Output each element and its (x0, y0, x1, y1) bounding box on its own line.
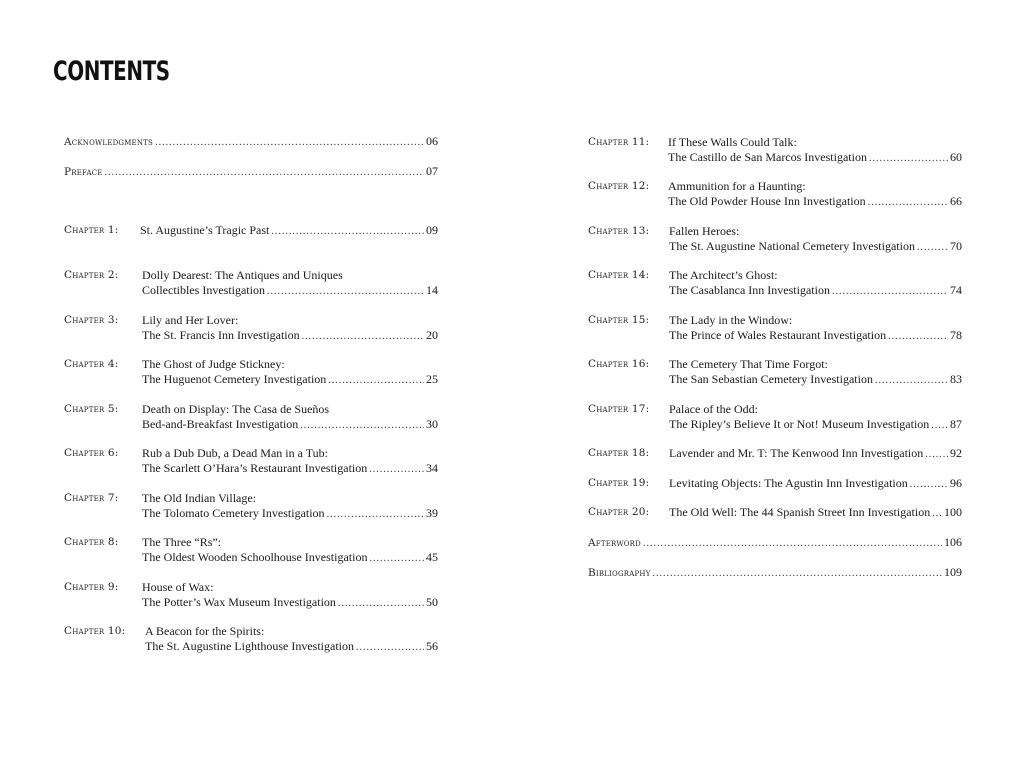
chapter-tag: Chapter 18: (588, 447, 650, 459)
leader-dots (369, 551, 424, 566)
page-number: 07 (426, 164, 438, 178)
chapter-title: The Architect’s Ghost: (669, 268, 778, 282)
toc-entry-acknowledgments[interactable] (64, 134, 438, 150)
page-number: 50 (426, 595, 438, 609)
chapter-subtitle: The Tolomato Cemetery Investigation (142, 506, 325, 520)
page-number: 45 (426, 550, 438, 564)
page-number: 30 (426, 417, 438, 431)
page-number: 56 (426, 639, 438, 653)
leader-dots (910, 477, 948, 492)
page-number: 78 (950, 328, 962, 342)
chapter-subtitle: The St. Augustine National Cemetery Investigation (669, 239, 915, 253)
chapter-title: Lavender and Mr. T: The Kenwood Inn Investigation (669, 446, 924, 460)
chapter-tag: Chapter 5: (64, 403, 119, 415)
leader-dots (327, 507, 424, 522)
chapter-tag: Chapter 13: (588, 225, 650, 237)
chapter-title: St. Augustine’s Tragic Past (140, 223, 270, 237)
chapter-title: The Ghost of Judge Stickney: (142, 357, 285, 371)
chapter-title: Fallen Heroes: (669, 224, 740, 238)
page-number: 06 (426, 134, 438, 148)
page-number: 74 (950, 283, 962, 297)
chapter-subtitle: The Castillo de San Marcos Investigation (668, 150, 867, 164)
leader-dots (302, 329, 424, 344)
leader-dots (643, 536, 942, 551)
chapter-tag: Chapter 8: (64, 536, 119, 548)
chapter-tag: Chapter 12: (588, 180, 650, 192)
chapter-title: Death on Display: The Casa de Sueños (142, 402, 330, 416)
toc-entry-afterword[interactable] (588, 535, 962, 551)
chapter-subtitle: The Huguenot Cemetery Investigation (142, 372, 327, 386)
page-number: 106 (944, 535, 962, 549)
chapter-subtitle: The Prince of Wales Restaurant Investigation (669, 328, 887, 342)
chapter-subtitle: The St. Augustine Lighthouse Investigation (145, 639, 354, 653)
chapter-subtitle: The Potter’s Wax Museum Investigation (142, 595, 336, 609)
chapter-tag: Chapter 17: (588, 403, 650, 415)
chapter-tag: Chapter 20: (588, 506, 650, 518)
leader-dots (271, 224, 424, 239)
chapter-title: The Three “Rs”: (142, 535, 222, 549)
chapter-subtitle: Collectibles Investigation (142, 283, 265, 297)
entry-label: Acknowledgments (64, 136, 154, 148)
page-number: 09 (426, 223, 438, 237)
leader-dots (267, 284, 424, 299)
entry-label: Preface (64, 166, 103, 178)
chapter-subtitle: The St. Francis Inn Investigation (142, 328, 300, 342)
page-number: 20 (426, 328, 438, 342)
chapter-tag: Chapter 19: (588, 477, 650, 489)
page-number: 14 (426, 283, 438, 297)
leader-dots (917, 240, 948, 255)
leader-dots (338, 596, 424, 611)
chapter-title: The Old Well: The 44 Spanish Street Inn Investigation (669, 505, 931, 519)
chapter-subtitle: Bed-and-Breakfast Investigation (142, 417, 299, 431)
leader-dots (328, 373, 424, 388)
page-number: 70 (950, 239, 962, 253)
chapter-title: The Lady in the Window: (669, 313, 793, 327)
page-number: 87 (950, 417, 962, 431)
chapter-subtitle: The Casablanca Inn Investigation (669, 283, 830, 297)
page-number: 60 (950, 150, 962, 164)
leader-dots (300, 418, 424, 433)
chapter-tag: Chapter 14: (588, 269, 650, 281)
chapter-tag: Chapter 6: (64, 447, 119, 459)
chapter-tag: Chapter 7: (64, 492, 119, 504)
leader-dots (888, 329, 948, 344)
chapter-tag: Chapter 4: (64, 358, 119, 370)
chapter-title: A Beacon for the Spirits: (145, 624, 265, 638)
page-number: 39 (426, 506, 438, 520)
chapter-title: House of Wax: (142, 580, 214, 594)
page-number: 100 (944, 505, 962, 519)
leader-dots (653, 566, 942, 581)
leader-dots (932, 506, 942, 521)
leader-dots (356, 640, 424, 655)
chapter-tag: Chapter 16: (588, 358, 650, 370)
leader-dots (868, 195, 948, 210)
chapter-title: Rub a Dub Dub, a Dead Man in a Tub: (142, 446, 328, 460)
page-number: 96 (950, 476, 962, 490)
chapter-tag: Chapter 15: (588, 314, 650, 326)
leader-dots (155, 135, 424, 150)
leader-dots (832, 284, 948, 299)
chapter-subtitle: The Old Powder House Inn Investigation (668, 194, 866, 208)
page-number: 109 (944, 565, 962, 579)
chapter-subtitle: The San Sebastian Cemetery Investigation (669, 372, 873, 386)
chapter-tag: Chapter 2: (64, 269, 119, 281)
chapter-title: Dolly Dearest: The Antiques and Uniques (142, 268, 343, 282)
chapter-title: Palace of the Odd: (669, 402, 758, 416)
leader-dots (931, 418, 948, 433)
chapter-title: Levitating Objects: The Agustin Inn Investigation (669, 476, 908, 490)
chapter-title: Lily and Her Lover: (142, 313, 239, 327)
chapter-subtitle: The Oldest Wooden Schoolhouse Investigation (142, 550, 368, 564)
page-number: 25 (426, 372, 438, 386)
leader-dots (869, 151, 948, 166)
chapter-tag: Chapter 1: (64, 224, 119, 236)
chapter-tag: Chapter 11: (588, 136, 650, 148)
chapter-tag: Chapter 3: (64, 314, 119, 326)
leader-dots (925, 447, 948, 462)
chapter-title: The Cemetery That Time Forgot: (669, 357, 828, 371)
toc-entry-preface[interactable] (64, 164, 438, 180)
page-number: 34 (426, 461, 438, 475)
page-title: CONTENTS (53, 56, 170, 87)
leader-dots (105, 165, 424, 180)
chapter-subtitle: The Ripley’s Believe It or Not! Museum Investigation (669, 417, 930, 431)
chapter-title: If These Walls Could Talk: (668, 135, 797, 149)
page-number: 92 (950, 446, 962, 460)
chapter-subtitle: The Scarlett O’Hara’s Restaurant Investigation (142, 461, 368, 475)
chapter-title: Ammunition for a Haunting: (668, 179, 806, 193)
toc-entry-bibliography[interactable] (588, 565, 962, 581)
page-number: 66 (950, 194, 962, 208)
entry-label: Afterword (588, 537, 641, 549)
leader-dots (369, 462, 424, 477)
page-number: 83 (950, 372, 962, 386)
chapter-title: The Old Indian Village: (142, 491, 257, 505)
chapter-tag: Chapter 9: (64, 581, 119, 593)
entry-label: Bibliography (588, 567, 651, 579)
leader-dots (875, 373, 948, 388)
chapter-tag: Chapter 10: (64, 625, 126, 637)
